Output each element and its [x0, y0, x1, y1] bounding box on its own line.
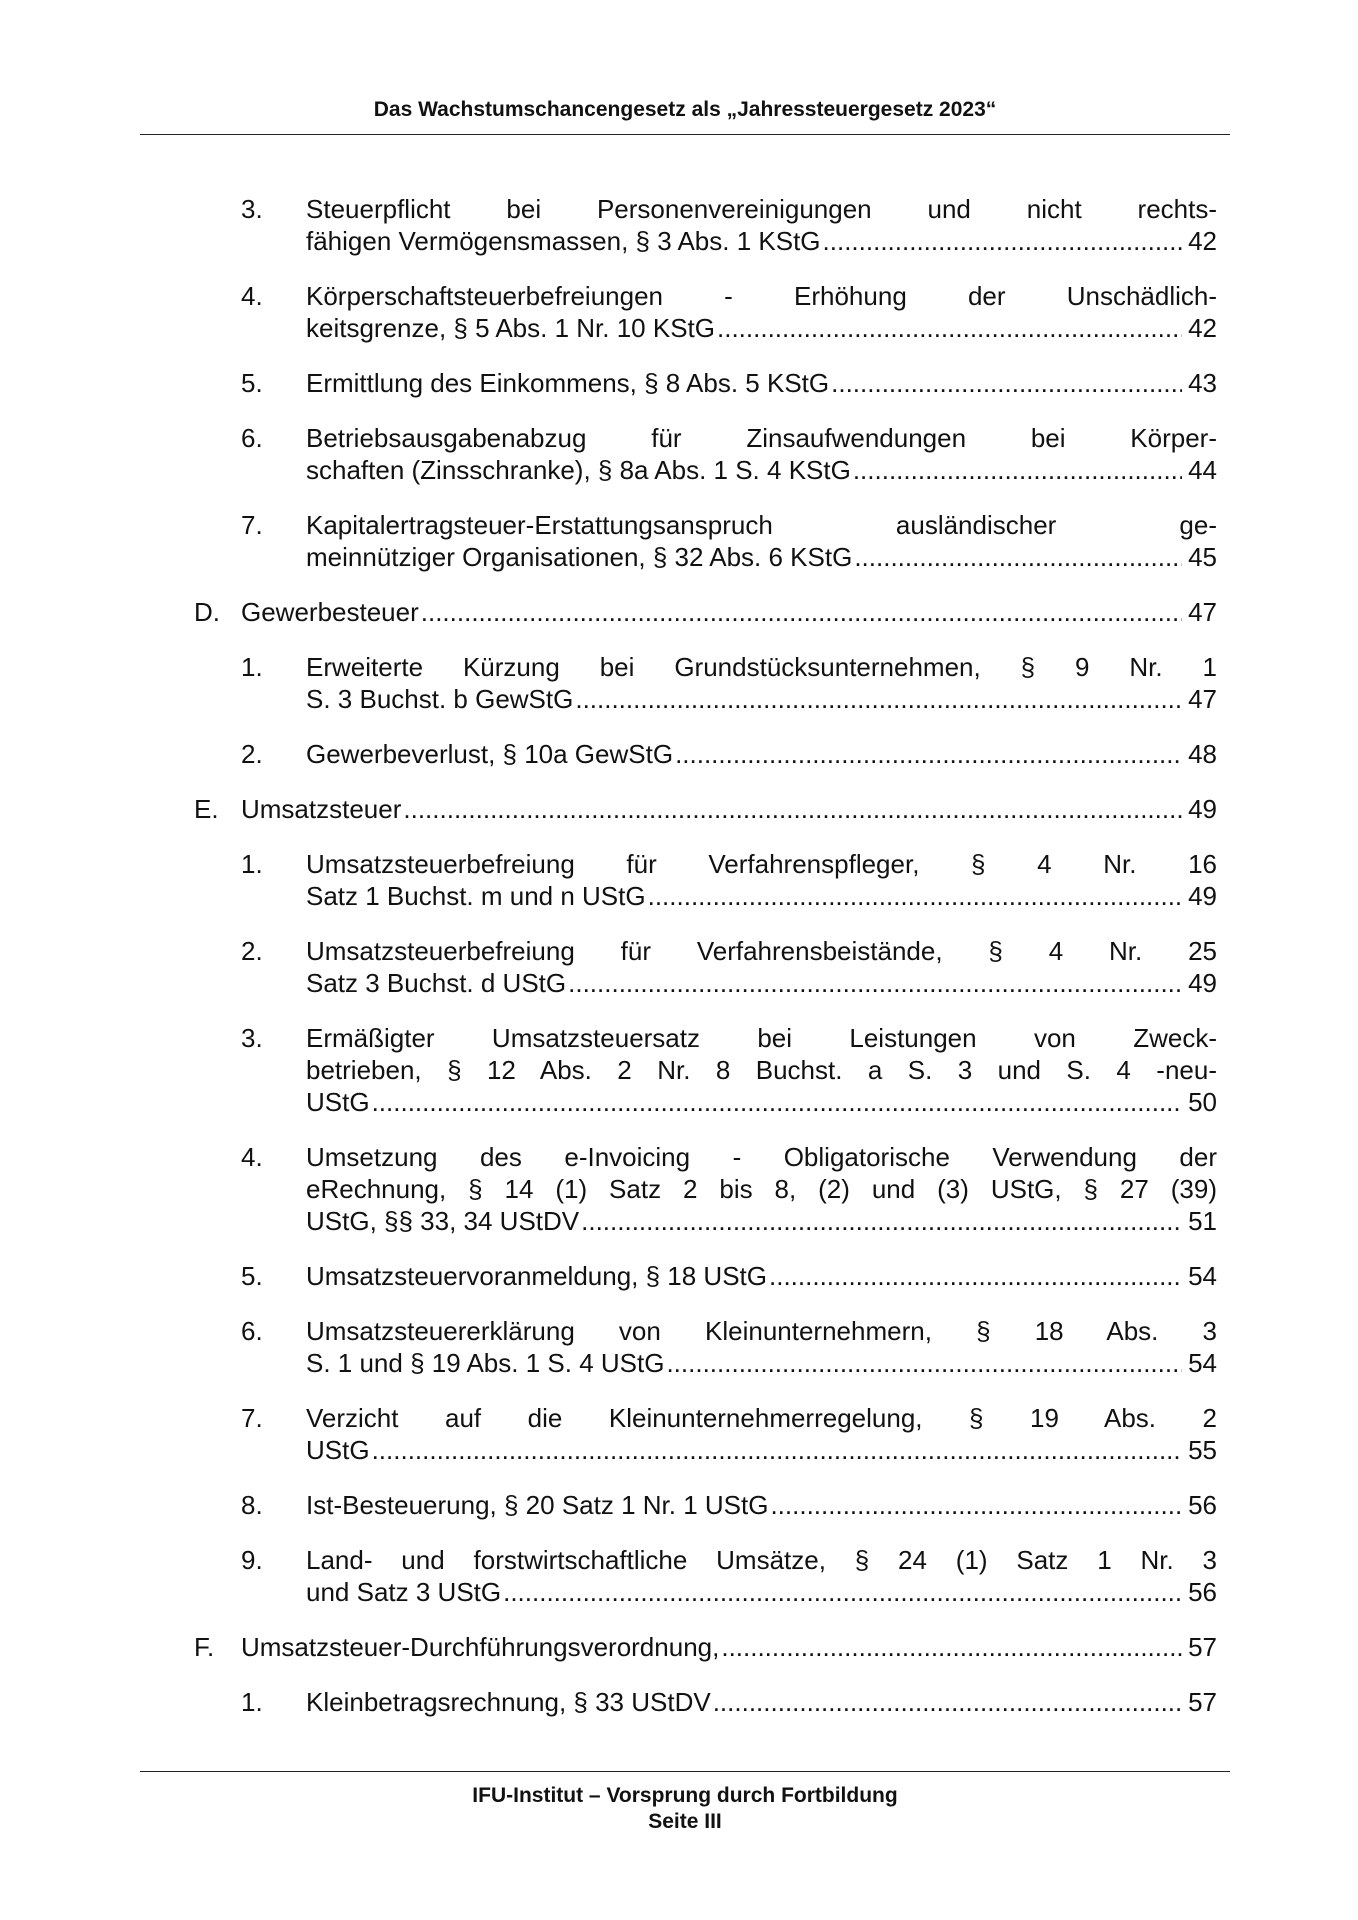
footer-institute: IFU-Institut – Vorsprung durch Fortbildung [472, 1784, 898, 1807]
dot-leader [770, 1489, 1182, 1521]
toc-entry-number: 9. [241, 1545, 263, 1575]
toc-entry-title-line: betrieben, § 12 Abs. 2 Nr. 8 Buchst. a S. 3 und S. 4 -neu- [306, 1055, 1217, 1085]
toc-entry-title-line: meinnütziger Organisationen, § 32 Abs. 6 KStG [306, 542, 853, 572]
toc-entry-title-line: UStG [306, 1435, 370, 1465]
toc-entry-title-line: Kleinbetragsrechnung, § 33 UStDV [306, 1687, 711, 1717]
toc-entry-body [241, 596, 1217, 628]
toc-entry-body [241, 793, 1217, 825]
dot-leader [575, 683, 1182, 715]
toc-entry-title-line: und Satz 3 UStG [306, 1577, 502, 1607]
dot-leader [823, 225, 1183, 257]
toc-entry-page: 57 [1188, 1687, 1217, 1717]
toc-entry-number: 6. [241, 1316, 263, 1346]
toc-entry-number: E. [194, 794, 219, 824]
toc-entry-body [306, 1260, 1217, 1292]
toc-entry-number: 1. [241, 849, 263, 879]
toc-entry-number: 5. [241, 1261, 263, 1291]
toc-entry-body [306, 422, 1217, 486]
dot-leader [421, 596, 1182, 628]
toc-entry-body [306, 509, 1217, 573]
toc-entry-body [306, 193, 1217, 257]
toc-entry-page: 49 [1188, 794, 1217, 824]
toc-entry-page: 43 [1188, 368, 1217, 398]
dot-leader [648, 880, 1182, 912]
toc-entry-page: 56 [1188, 1577, 1217, 1607]
toc-entry-page: 42 [1188, 313, 1217, 343]
toc-entry-body [306, 280, 1217, 344]
toc-entry-body [306, 651, 1217, 715]
dot-leader [581, 1205, 1182, 1237]
toc-entry-page: 44 [1188, 455, 1217, 485]
toc-entry-title-line: Gewerbesteuer [241, 597, 419, 627]
toc-entry-title-line: Umsatzsteuer [241, 794, 402, 824]
toc-entry-body [306, 1544, 1217, 1608]
toc-entry-title-line: Umsatzsteuervoranmeldung, § 18 UStG [306, 1261, 767, 1291]
dot-leader [717, 312, 1182, 344]
toc-entry-page: 57 [1188, 1632, 1217, 1662]
dot-leader [721, 1631, 1182, 1663]
dot-leader [675, 738, 1182, 770]
toc-entry-body [306, 1141, 1217, 1237]
toc-entry-number: 1. [241, 1687, 263, 1717]
toc-entry-body [306, 1022, 1217, 1118]
toc-entry-title-line: schaften (Zinsschranke), § 8a Abs. 1 S. 4 KStG [306, 455, 851, 485]
toc-entry-page: 49 [1188, 881, 1217, 911]
toc-entry-page: 51 [1188, 1206, 1217, 1236]
toc-entry-body [306, 848, 1217, 912]
toc-entry-title-line: Umsatzsteuer-Durchführungsverordnung, [241, 1632, 720, 1662]
toc-entry-title-line: Umsetzung des e-Invoicing - Obligatorische Verwendung der [306, 1142, 1217, 1172]
toc-entry-title-line: UStG, §§ 33, 34 UStDV [306, 1206, 580, 1236]
dot-leader [831, 367, 1182, 399]
toc-entry-title-line: UStG [306, 1087, 370, 1117]
dot-leader [853, 454, 1182, 486]
running-header-title: Das Wachstumschancengesetz als „Jahressteuergesetz 2023“ [373, 98, 997, 121]
toc-entry-body [306, 367, 1217, 399]
toc-entry-page: 47 [1188, 597, 1217, 627]
toc-entry-number: F. [194, 1632, 215, 1662]
toc-entry-number: 3. [241, 194, 263, 224]
footer-divider [140, 1771, 1230, 1772]
toc-entry-body [306, 738, 1217, 770]
toc-entry-title-line: Land- und forstwirtschaftliche Umsätze, § 24 (1) Satz 1 Nr. 3 [306, 1545, 1217, 1575]
toc-entry-title-line: S. 3 Buchst. b GewStG [306, 684, 574, 714]
toc-entry-number: 4. [241, 1142, 263, 1172]
toc-entry-number: 6. [241, 423, 263, 453]
toc-entry-page: 50 [1188, 1087, 1217, 1117]
toc-entry-number: 8. [241, 1490, 263, 1520]
toc-entry-title-line: eRechnung, § 14 (1) Satz 2 bis 8, (2) und (3) UStG, § 27 (39) [306, 1174, 1217, 1204]
dot-leader [372, 1434, 1183, 1466]
toc-entry-page: 42 [1188, 226, 1217, 256]
toc-entry-number: 7. [241, 1403, 263, 1433]
toc-entry-title-line: Umsatzsteuerbefreiung für Verfahrenspfleger, § 4 Nr. 16 [306, 849, 1217, 879]
toc-entry-number: D. [194, 597, 220, 627]
dot-leader [503, 1576, 1182, 1608]
toc-entry-title-line: keitsgrenze, § 5 Abs. 1 Nr. 10 KStG [306, 313, 715, 343]
toc-entry-number: 1. [241, 652, 263, 682]
toc-entry-body [306, 1686, 1217, 1718]
toc-entry-page: 54 [1188, 1261, 1217, 1291]
toc-entry-number: 2. [241, 739, 263, 769]
header-divider [140, 134, 1230, 135]
toc-entry-page: 54 [1188, 1348, 1217, 1378]
toc-entry-page: 48 [1188, 739, 1217, 769]
toc-entry-title-line: fähigen Vermögensmassen, § 3 Abs. 1 KStG [306, 226, 821, 256]
toc-entry-number: 2. [241, 936, 263, 966]
toc-entry-title-line: Erweiterte Kürzung bei Grundstücksunternehmen, § 9 Nr. 1 [306, 652, 1217, 682]
toc-entry-title-line: Ermittlung des Einkommens, § 8 Abs. 5 KStG [306, 368, 830, 398]
toc-entry-title-line: Ermäßigter Umsatzsteuersatz bei Leistungen von Zweck- [306, 1023, 1217, 1053]
dot-leader [372, 1086, 1183, 1118]
toc-entry-page: 49 [1188, 968, 1217, 998]
dot-leader [713, 1686, 1182, 1718]
dot-leader [854, 541, 1182, 573]
toc-entry-number: 5. [241, 368, 263, 398]
toc-entry-title-line: Umsatzsteuererklärung von Kleinunternehmern, § 18 Abs. 3 [306, 1316, 1217, 1346]
toc-entry-title-line: Satz 3 Buchst. d UStG [306, 968, 567, 998]
toc-entry-title-line: Ist-Besteuerung, § 20 Satz 1 Nr. 1 UStG [306, 1490, 769, 1520]
toc-entry-title-line: Gewerbeverlust, § 10a GewStG [306, 739, 674, 769]
toc-entry-page: 45 [1188, 542, 1217, 572]
toc-entry-page: 55 [1188, 1435, 1217, 1465]
dot-leader [666, 1347, 1182, 1379]
toc-entry-title-line: Steuerpflicht bei Personenvereinigungen und nicht rechts- [306, 194, 1217, 224]
dot-leader [568, 967, 1182, 999]
toc-entry-body [306, 935, 1217, 999]
toc-entry-number: 7. [241, 510, 263, 540]
footer-page-number: Seite III [648, 1810, 722, 1833]
toc-entry-page: 56 [1188, 1490, 1217, 1520]
toc-entry-title-line: Umsatzsteuerbefreiung für Verfahrensbeistände, § 4 Nr. 25 [306, 936, 1217, 966]
toc-entry-title-line: Betriebsausgabenabzug für Zinsaufwendungen bei Körper- [306, 423, 1217, 453]
toc-entry-title-line: Satz 1 Buchst. m und n UStG [306, 881, 646, 911]
toc-entry-number: 3. [241, 1023, 263, 1053]
toc-entry-title-line: Verzicht auf die Kleinunternehmerregelung, § 19 Abs. 2 [306, 1403, 1217, 1433]
toc-entry-number: 4. [241, 281, 263, 311]
toc-entry-page: 47 [1188, 684, 1217, 714]
toc-entry-body [306, 1315, 1217, 1379]
toc-entry-body [306, 1489, 1217, 1521]
toc-entry-title-line: Kapitalertragsteuer-Erstattungsanspruch ausländischer ge- [306, 510, 1217, 540]
dot-leader [769, 1260, 1182, 1292]
dot-leader [403, 793, 1182, 825]
toc-entry-title-line: S. 1 und § 19 Abs. 1 S. 4 UStG [306, 1348, 665, 1378]
toc-entry-title-line: Körperschaftsteuerbefreiungen - Erhöhung der Unschädlich- [306, 281, 1217, 311]
toc-entry-body [306, 1402, 1217, 1466]
toc-entry-body [241, 1631, 1217, 1663]
